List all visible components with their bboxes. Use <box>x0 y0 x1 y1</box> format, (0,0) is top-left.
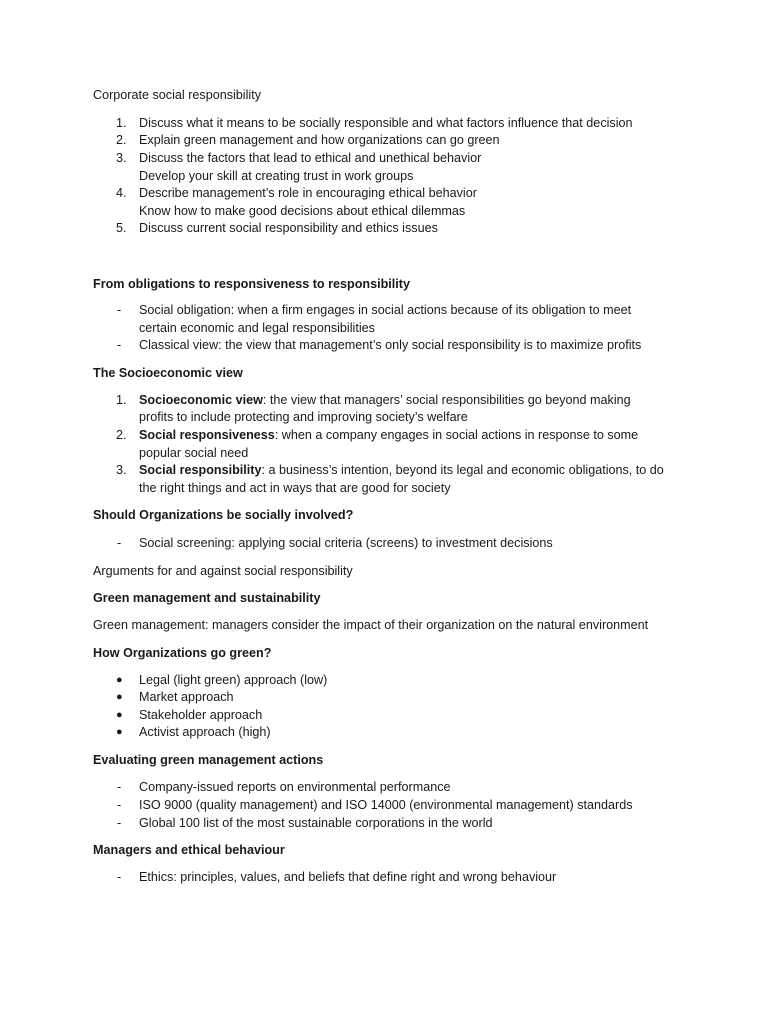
dash-marker: - <box>117 798 122 812</box>
term: Social responsibility <box>139 463 262 477</box>
list-item: Market approach <box>139 690 234 704</box>
bullet-marker: ● <box>116 674 123 686</box>
list-item-subline: Develop your skill at creating trust in work groups <box>139 169 414 183</box>
document-title: Corporate social responsibility <box>93 88 261 102</box>
list-item: Discuss current social responsibility and ethics issues <box>139 221 438 235</box>
bullet-marker: ● <box>116 691 123 703</box>
list-item: Activist approach (high) <box>139 725 271 739</box>
dash-marker: - <box>117 780 122 794</box>
definition: : a business’s intention, beyond its legal and economic obligations, to do <box>261 463 664 477</box>
section-heading: Green management and sustainability <box>93 591 321 605</box>
list-number: 4. <box>116 186 127 200</box>
list-item-subline: Know how to make good decisions about ethical dilemmas <box>139 204 466 218</box>
list-item-continuation: certain economic and legal responsibilities <box>139 321 375 335</box>
paragraph: Arguments for and against social responsibility <box>93 564 353 578</box>
list-number: 3. <box>116 463 127 477</box>
list-item: Classical view: the view that management’s only social responsibility is to maximize profits <box>139 338 642 352</box>
list-item: Ethics: principles, values, and beliefs that define right and wrong behaviour <box>139 870 557 884</box>
dash-marker: - <box>117 816 122 830</box>
list-number: 5. <box>116 221 127 235</box>
list-number: 1. <box>116 393 127 407</box>
dash-marker: - <box>117 338 122 352</box>
list-item: Legal (light green) approach (low) <box>139 673 328 687</box>
section-heading: Evaluating green management actions <box>93 753 324 767</box>
list-item: Explain green management and how organizations can go green <box>139 133 500 147</box>
term: Socioeconomic view <box>139 393 263 407</box>
dash-marker: - <box>117 536 122 550</box>
section-heading: How Organizations go green? <box>93 646 272 660</box>
list-item-continuation: popular social need <box>139 446 249 460</box>
list-number: 1. <box>116 116 127 130</box>
paragraph: Green management: managers consider the impact of their organization on the natural environment <box>93 618 649 632</box>
section-heading: Should Organizations be socially involved? <box>93 508 354 522</box>
term: Social responsiveness <box>139 428 275 442</box>
list-item: Discuss what it means to be socially responsible and what factors influence that decision <box>139 116 633 130</box>
list-item: Stakeholder approach <box>139 708 263 722</box>
list-number: 3. <box>116 151 127 165</box>
list-number: 2. <box>116 133 127 147</box>
definition: : when a company engages in social actions in response to some <box>274 428 639 442</box>
bullet-marker: ● <box>116 709 123 721</box>
list-item: Describe management’s role in encouraging ethical behavior <box>139 186 477 200</box>
list-number: 2. <box>116 428 127 442</box>
list-item <box>139 392 631 409</box>
bullet-marker: ● <box>116 726 123 738</box>
list-item <box>139 427 638 444</box>
list-item-continuation: profits to include protecting and improving society’s welfare <box>139 410 468 424</box>
list-item: Global 100 list of the most sustainable corporations in the world <box>139 816 493 830</box>
section-heading: The Socioeconomic view <box>93 366 243 380</box>
list-item: Company-issued reports on environmental performance <box>139 780 451 794</box>
list-item: Social screening: applying social criteria (screens) to investment decisions <box>139 536 553 550</box>
list-item <box>139 462 664 479</box>
list-item: ISO 9000 (quality management) and ISO 14000 (environmental management) standards <box>139 798 633 812</box>
definition: : the view that managers’ social responsibilities go beyond making <box>262 393 631 407</box>
section-heading: From obligations to responsiveness to responsibility <box>93 277 410 291</box>
list-item: Social obligation: when a firm engages in social actions because of its obligation to meet <box>139 303 632 317</box>
list-item-continuation: the right things and act in ways that are good for society <box>139 481 451 495</box>
section-heading: Managers and ethical behaviour <box>93 843 285 857</box>
dash-marker: - <box>117 303 122 317</box>
list-item: Discuss the factors that lead to ethical and unethical behavior <box>139 151 482 165</box>
dash-marker: - <box>117 870 122 884</box>
